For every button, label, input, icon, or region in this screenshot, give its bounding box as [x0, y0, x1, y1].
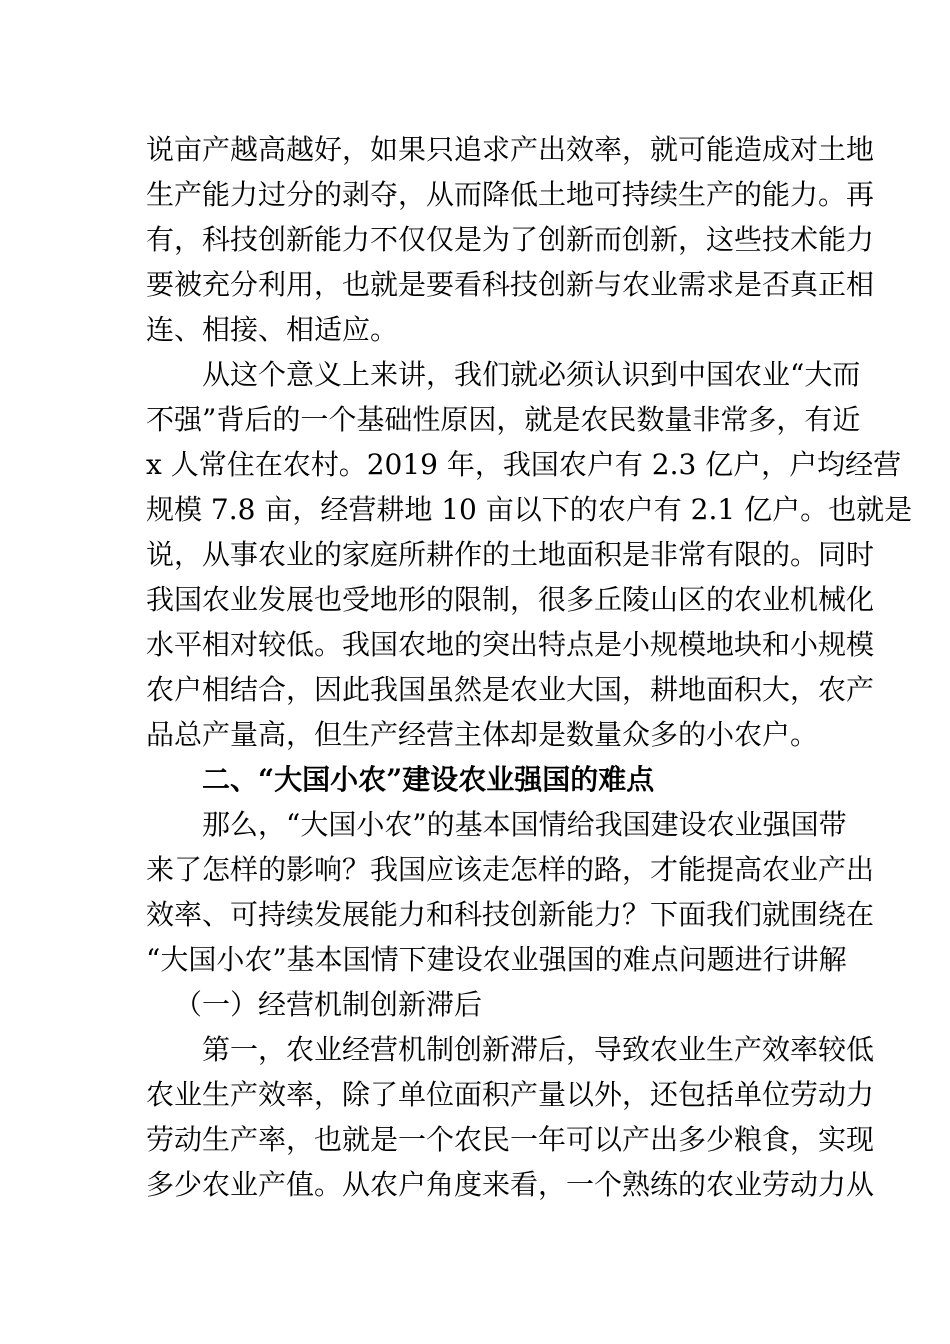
- paragraph-line: 说，从事农业的家庭所耕作的土地面积是非常有限的。同时: [146, 538, 875, 571]
- paragraph-line: 有，科技创新能力不仅仅是为了创新而创新，这些技术能力: [146, 223, 875, 256]
- paragraph-line: 农业生产效率，除了单位面积产量以外，还包括单位劳动力: [146, 1078, 875, 1111]
- paragraph-line: 多少农业产值。从农户角度来看，一个熟练的农业劳动力从: [146, 1168, 875, 1201]
- paragraph-line: “大国小农”基本国情下建设农业强国的难点问题进行讲解: [146, 943, 847, 976]
- paragraph-line: 第一，农业经营机制创新滞后，导致农业生产效率较低: [202, 1033, 875, 1066]
- paragraph-line: 从这个意义上来讲，我们就必须认识到中国农业“大而: [202, 358, 861, 391]
- paragraph-line: 连、相接、相适应。: [146, 313, 399, 346]
- paragraph-line: x 人常住在农村。2019 年，我国农户有 2.3 亿户，户均经营: [146, 448, 902, 481]
- paragraph-line: 要被充分利用，也就是要看科技创新与农业需求是否真正相: [146, 268, 875, 301]
- paragraph-line: 品总产量高，但生产经营主体却是数量众多的小农户。: [146, 718, 819, 751]
- paragraph-line: 农户相结合，因此我国虽然是农业大国，耕地面积大，农产: [146, 673, 875, 706]
- subsection-heading: （一）经营机制创新滞后: [174, 988, 483, 1021]
- paragraph-line: 效率、可持续发展能力和科技创新能力？下面我们就围绕在: [146, 898, 875, 931]
- section-heading: 二、“大国小农”建设农业强国的难点: [202, 763, 655, 796]
- paragraph-line: 那么，“大国小农”的基本国情给我国建设农业强国带: [202, 808, 847, 841]
- paragraph-line: 我国农业发展也受地形的限制，很多丘陵山区的农业机械化: [146, 583, 875, 616]
- paragraph-line: 来了怎样的影响？我国应该走怎样的路，才能提高农业产出: [146, 853, 875, 886]
- paragraph-line: 劳动生产率，也就是一个农民一年可以产出多少粮食，实现: [146, 1123, 875, 1156]
- paragraph-line: 水平相对较低。我国农地的突出特点是小规模地块和小规模: [146, 628, 875, 661]
- paragraph-line: 生产能力过分的剥夺，从而降低土地可持续生产的能力。再: [146, 178, 875, 211]
- paragraph-line: 不强”背后的一个基础性原因，就是农民数量非常多，有近: [146, 403, 861, 436]
- paragraph-line: 规模 7.8 亩，经营耕地 10 亩以下的农户有 2.1 亿户。也就是: [146, 493, 913, 526]
- paragraph-line: 说亩产越高越好，如果只追求产出效率，就可能造成对土地: [146, 133, 875, 166]
